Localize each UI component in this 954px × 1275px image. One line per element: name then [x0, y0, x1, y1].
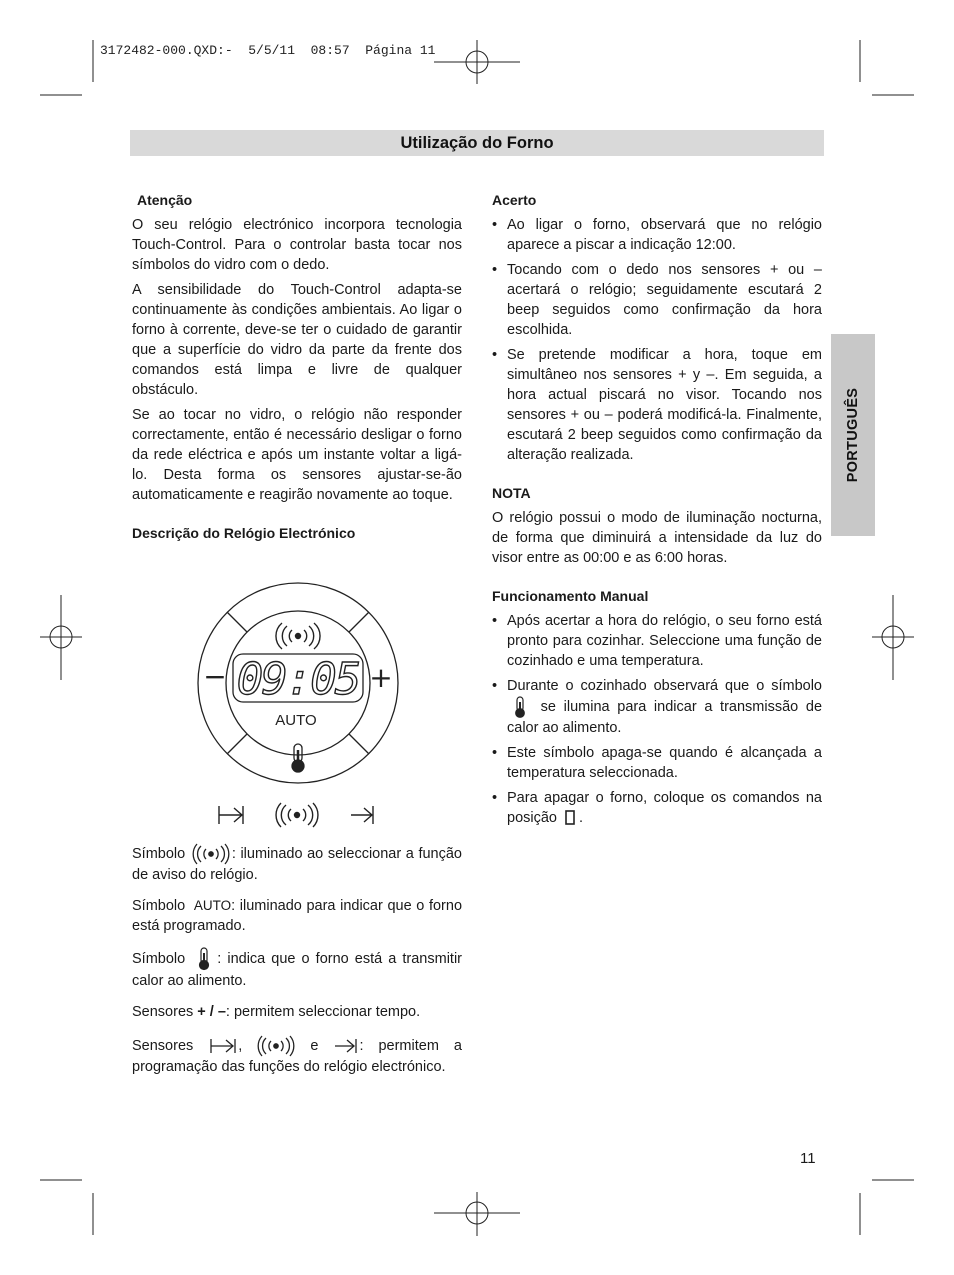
manual-heading: Funcionamento Manual	[492, 588, 649, 604]
list-item: • Para apagar o forno, coloque os comandos na posição .	[492, 788, 822, 828]
symbol-auto-desc: Símbolo AUTO: iluminado para indicar que o forno está programado.	[132, 898, 463, 934]
auto-icon: AUTO	[193, 898, 232, 913]
clock-minus: −	[203, 660, 227, 693]
list-item: • Se pretende modificar a hora, toque em simultâneo nos sensores + y –. Em seguida, a hora actual piscará no visor. Tocando nos sensores + ou – poderá modificá-la. Finalmente, escutará 2 beep seguidos como confirmação da alteração realizada.	[492, 345, 822, 465]
attention-paragraph-3: Se ao tocar no vidro, o relógio não responder correctamente, então é necessário desligar o forno da rede eléctrica e após um instante voltar a ligá-lo. Desta forma os sensores ajustar-se-ão automaticamente e reagirão novamente ao toque.	[132, 407, 462, 503]
clock-description-heading: Descrição do Relógio Electrónico	[132, 525, 356, 541]
alarm-icon	[276, 623, 320, 649]
right-column	[492, 190, 822, 833]
alarm-icon	[192, 843, 230, 865]
sensors-program-desc: Sensores , e : permitem a programação das funções do relógio electrónico.	[132, 1035, 462, 1077]
end-time-icon	[333, 1036, 359, 1056]
list-item: • Ao ligar o forno, observará que no relógio aparece a piscar a indicação 12:00.	[492, 215, 822, 255]
nota-paragraph: O relógio possui o modo de iluminação nocturna, de forma que diminuirá a intensidade da luz do visor entre as 00:00 e as 6:00 horas.	[492, 510, 822, 566]
print-slug: 3172482-000.QXD:- 5/5/11 08:57 Página 11	[100, 43, 436, 58]
off-position-icon	[563, 809, 577, 827]
thermometer-icon	[511, 696, 529, 718]
acerto-heading: Acerto	[492, 192, 537, 208]
list-item: • Durante o cozinhado observará que o símbolo se ilumina para indicar a transmissão de calor ao alimento.	[492, 676, 822, 738]
alarm-sensor-icon	[276, 803, 318, 827]
alarm-icon	[257, 1035, 295, 1057]
acerto-list	[492, 215, 822, 465]
symbol-heat-desc: Símbolo : indica que o forno está a transmitir calor ao alimento.	[132, 947, 462, 991]
left-column	[132, 190, 462, 548]
attention-paragraph-1: O seu relógio electrónico incorpora tecnologia Touch-Control. Para o controlar basta tocar nos símbolos do vidro com o dedo.	[132, 217, 462, 273]
end-time-icon	[351, 806, 373, 824]
thermometer-icon	[195, 947, 213, 971]
list-item: • Tocando com o dedo nos sensores + ou – acertará o relógio; seguidamente escutará 2 beep seguidos como confirmação da hora escolhida.	[492, 260, 822, 340]
attention-paragraph-2: A sensibilidade do Touch-Control adapta-se continuamente às condições ambientais. Ao ligar o forno à corrente, deve-se ter o cuidado de garantir que a superfície do vidro da parte da frente dos comandos está limpa e livre de qualquer obstáculo.	[132, 282, 462, 398]
sensors-plus-minus-desc: Sensores + / –: permitem seleccionar tempo.	[132, 1004, 421, 1020]
sensor-icons-row	[215, 800, 385, 830]
start-time-icon	[208, 1036, 238, 1056]
thermometer-icon	[292, 744, 304, 772]
start-time-icon	[219, 806, 243, 824]
language-tab	[831, 334, 875, 536]
auto-label: AUTO	[275, 712, 317, 729]
clock-time: 09:05	[236, 654, 360, 705]
attention-heading: Atenção	[137, 192, 193, 208]
list-item: • Após acertar a hora do relógio, o seu forno está pronto para cozinhar. Seleccione uma função de cozinhado e uma temperatura.	[492, 611, 822, 671]
page-title: Utilização do Forno	[400, 134, 554, 152]
symbols-legend	[132, 843, 462, 1082]
clock-illustration	[195, 580, 401, 786]
language-tab-label: PORTUGUÊS	[845, 387, 861, 483]
clock-plus: +	[369, 661, 393, 694]
page-number: 11	[800, 1150, 816, 1167]
symbol-alarm-desc: Símbolo : iluminado ao seleccionar a função de aviso do relógio.	[132, 843, 462, 885]
list-item: • Este símbolo apaga-se quando é alcançada a temperatura seleccionada.	[492, 743, 822, 783]
section-title-bar	[130, 130, 824, 156]
manual-list	[492, 611, 822, 828]
nota-heading: NOTA	[492, 485, 531, 501]
